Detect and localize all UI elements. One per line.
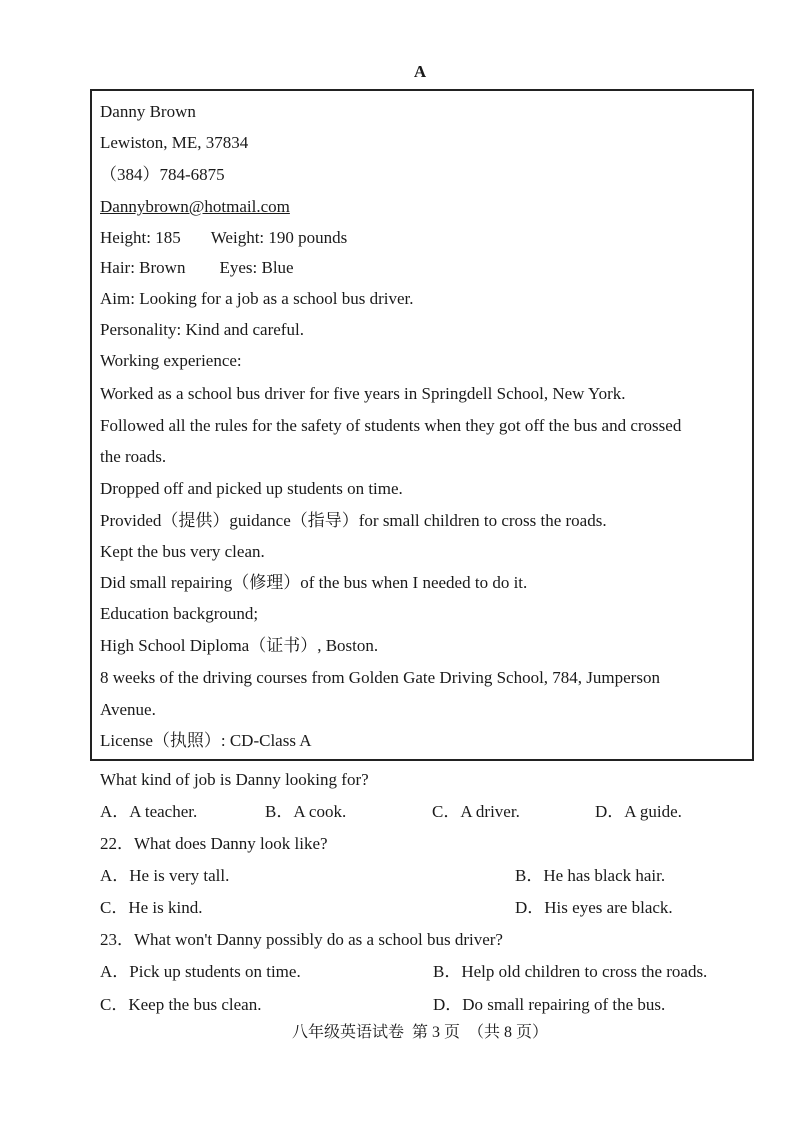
resume-weight: Weight: 190 pounds [210,228,348,247]
education-line: 8 weeks of the driving courses from Golden Gate Driving School, 784, Jumperson [100,668,660,687]
footer-title: 八年级英语试卷 [291,1024,404,1041]
option-a: A．A teacher. [100,802,198,821]
resume-hair-eyes [100,257,294,279]
resume-hair: Hair: Brown [100,258,186,277]
resume-address: Lewiston, ME, 37834 [100,133,249,152]
option-a: A．Pick up students on time. [100,962,301,981]
option-a: A．He is very tall. [100,866,230,885]
resume-name: Danny Brown [100,102,196,121]
option-b: B．Help old children to cross the roads. [433,962,708,981]
question-stem: What kind of job is Danny looking for? [100,770,369,789]
experience-line: Followed all the rules for the safety of students when they got off the bus and crossed [100,416,682,435]
resume-license: License（执照）: CD-Class A [100,731,312,750]
experience-line: Did small repairing（修理）of the bus when I needed to do it. [100,573,528,592]
resume-personality: Personality: Kind and careful. [100,320,304,339]
resume-phone: （384）784-6875 [100,165,225,184]
option-d: D．His eyes are black. [515,898,673,917]
section-label: A [413,62,427,81]
education-heading: Education background; [100,604,259,623]
resume-email: Dannybrown@hotmail.com [100,197,290,216]
education-line: High School Diploma（证书）, Boston. [100,636,379,655]
experience-line: Kept the bus very clean. [100,542,265,561]
option-c: C．He is kind. [100,898,203,917]
experience-line: Provided（提供）guidance（指导）for small children to cross the roads. [100,511,607,530]
option-d: D．Do small repairing of the bus. [433,995,666,1014]
option-c: C．Keep the bus clean. [100,995,262,1014]
option-b: B．A cook. [265,802,347,821]
question-stem: 22．What does Danny look like? [100,834,328,853]
experience-line: Dropped off and picked up students on time. [100,479,403,498]
option-c: C．A driver. [432,802,520,821]
option-b: B．He has black hair. [515,866,666,885]
option-d: D．A guide. [595,802,682,821]
question-stem: 23．What won't Danny possibly do as a school bus driver? [100,930,503,949]
resume-aim: Aim: Looking for a job as a school bus driver. [100,289,414,308]
footer-total: （共 8 页） [468,1024,549,1041]
experience-line: the roads. [100,447,167,466]
experience-line: Worked as a school bus driver for five years in Springdell School, New York. [100,384,626,403]
education-line: Avenue. [100,700,156,719]
footer-page: 第 3 页 [411,1024,460,1041]
experience-heading: Working experience: [100,351,242,370]
page-footer [0,1022,794,1044]
resume-height: Height: 185 [100,228,181,247]
resume-height-weight [100,227,347,249]
resume-eyes: Eyes: Blue [219,258,294,277]
